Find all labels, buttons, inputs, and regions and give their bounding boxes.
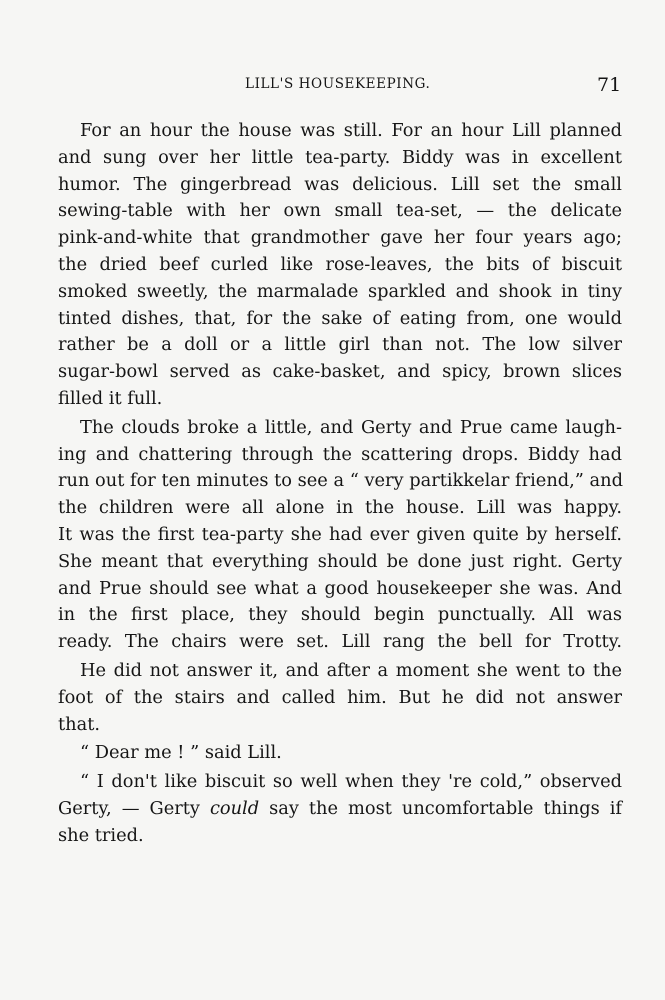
text-line	[58, 796, 622, 823]
text-line: pink-and-white that grandmother gave her four years ago;	[58, 227, 622, 249]
text-line: foot of the stairs and called him. But he did not answer	[58, 686, 622, 708]
text-line: “ Dear me ! ” said Lill.	[80, 742, 282, 764]
text-line: ready. The chairs were set. Lill rang the bell for Trotty.	[58, 631, 622, 653]
text-line: sewing-table with her own small tea-set, — the delicate	[58, 200, 622, 222]
text-line: ing and chattering through the scattering drops. Biddy had	[58, 443, 622, 465]
paragraph	[58, 415, 622, 656]
text-line: humor. The gingerbread was delicious. Lill set the small	[58, 173, 622, 195]
text-line: the children were all alone in the house. Lill was happy.	[58, 497, 622, 519]
paragraph	[58, 740, 622, 767]
text-line: that.	[58, 713, 100, 735]
paragraph	[58, 118, 622, 413]
emphasis: could	[209, 797, 260, 819]
text-line: and sung over her little tea-party. Biddy was in excellent	[58, 146, 622, 168]
paragraph	[58, 658, 622, 738]
text-line: He did not answer it, and after a moment she went to the	[80, 659, 622, 681]
text-line: in the first place, they should begin punctually. All was	[58, 604, 622, 626]
text-line: For an hour the house was still. For an hour Lill planned	[80, 120, 622, 141]
running-head: LILL'S HOUSEKEEPING.	[245, 76, 431, 92]
text-line: and Prue should see what a good housekeeper she was. And	[58, 577, 622, 599]
text-line: filled it full.	[58, 387, 163, 409]
text-line: rather be a doll or a little girl than not. The low silver	[58, 334, 622, 356]
page-number: 71	[597, 74, 622, 96]
body-text	[58, 118, 622, 850]
text-run: say the most uncomfortable things if	[259, 797, 622, 819]
paragraph	[58, 769, 622, 849]
text-line: It was the first tea-party she had ever given quite by herself.	[58, 523, 622, 545]
text-line: run out for ten minutes to see a “ very partikkelar friend,” and	[58, 470, 623, 492]
text-line: She meant that everything should be done just right. Gerty	[58, 550, 622, 572]
text-line: the dried beef curled like rose-leaves, the bits of biscuit	[58, 253, 622, 275]
text-line: “ I don't like biscuit so well when they 're cold,” observed	[80, 771, 622, 793]
text-line: smoked sweetly, the marmalade sparkled and shook in tiny	[58, 280, 622, 302]
text-run: Gerty, — Gerty	[58, 797, 210, 819]
text-line: tinted dishes, that, for the sake of eating from, one would	[58, 307, 622, 329]
text-line: The clouds broke a little, and Gerty and Prue came laugh-	[80, 416, 622, 438]
text-line: sugar-bowl served as cake-basket, and spicy, brown slices	[58, 361, 622, 383]
text-line: she tried.	[58, 824, 144, 846]
